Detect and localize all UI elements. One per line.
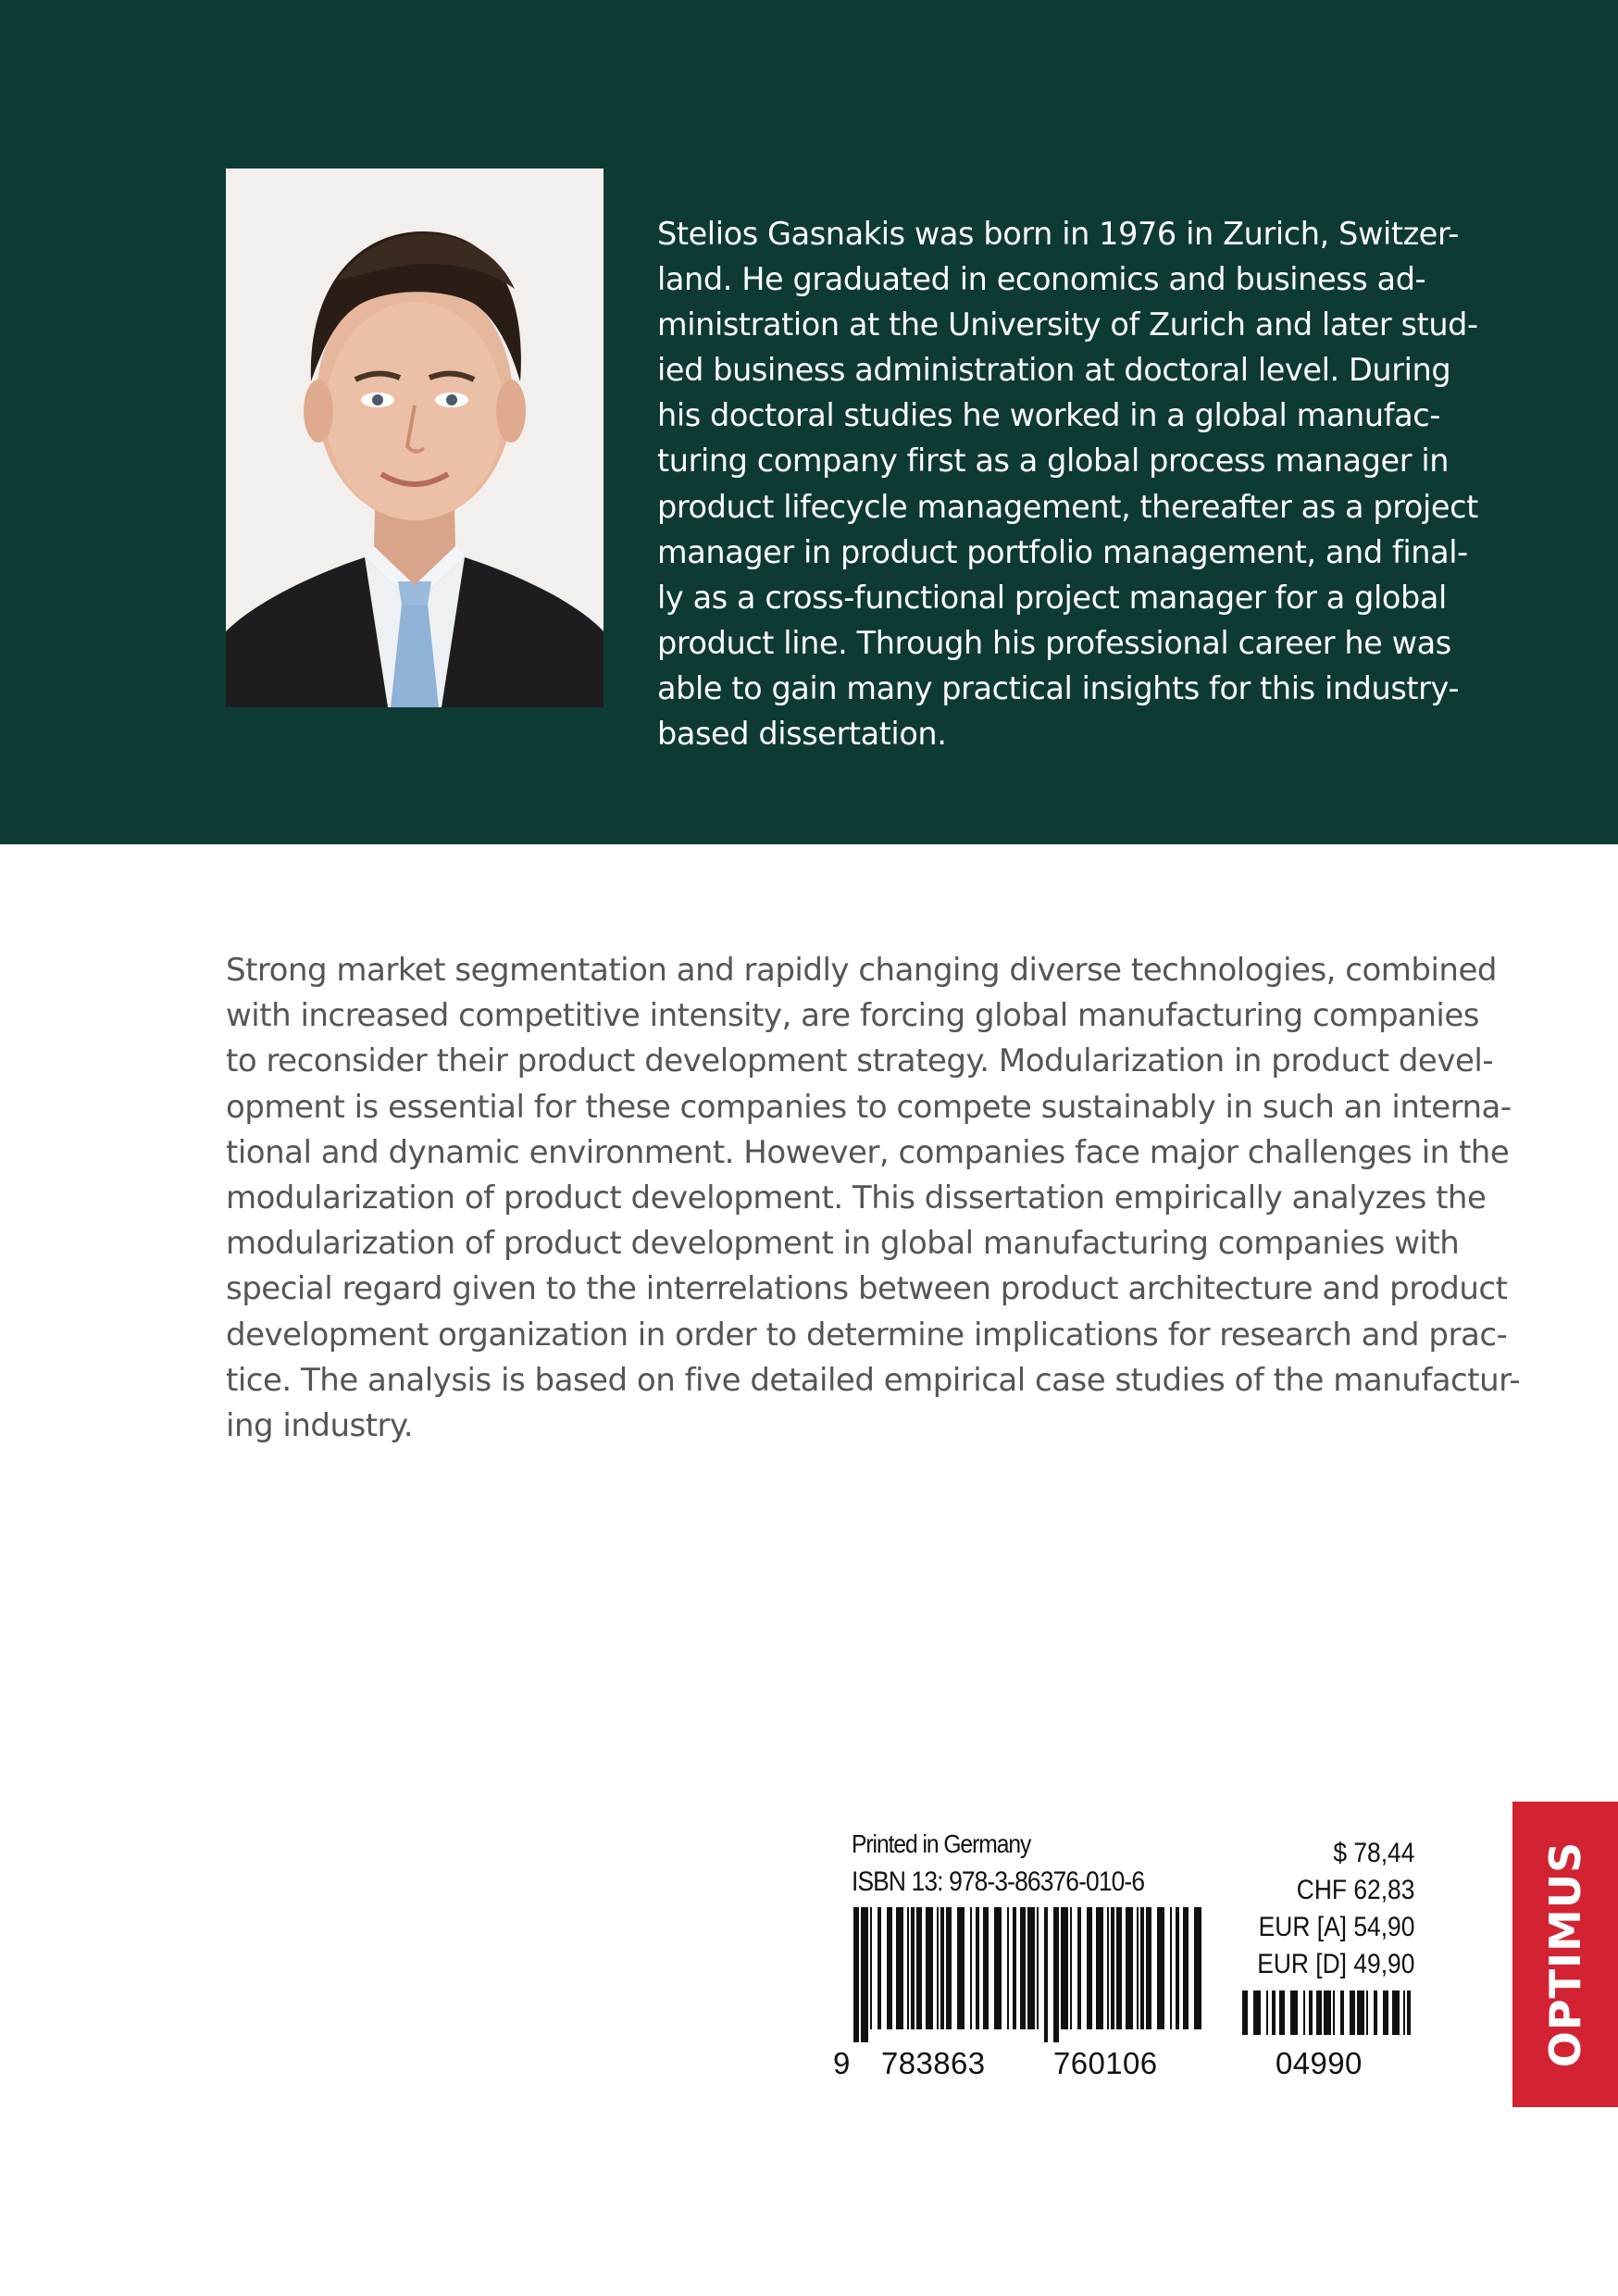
barcode-bar <box>1061 1907 1068 2029</box>
printed-in-label: Printed in Germany <box>852 1829 1031 1858</box>
barcode-bar <box>1107 1907 1109 2029</box>
author-photo <box>226 168 604 707</box>
barcode-bar <box>926 1907 933 2029</box>
barcode-bar <box>1316 1990 1322 2035</box>
barcode-bar <box>1044 1907 1048 2042</box>
bio-line: manager in product portfolio management, and final- <box>657 533 1468 570</box>
barcode-bar <box>1366 1990 1368 2035</box>
bio-line: ministration at the University of Zurich and later stud- <box>657 306 1478 343</box>
barcode-bar <box>1170 1907 1172 2029</box>
barcode-bar <box>940 1907 944 2029</box>
barcode-bar <box>1253 1990 1261 2035</box>
barcode-bar <box>1140 1907 1144 2029</box>
barcode-bar <box>1374 1990 1377 2035</box>
barcode-digits-left: 783863 <box>881 2046 986 2080</box>
barcode-bar <box>1279 1990 1285 2035</box>
barcode-bar <box>877 1907 881 2029</box>
barcode-bar <box>1266 1990 1268 2035</box>
barcode-bar <box>1157 1907 1164 2029</box>
price-usd: $ 78,44 <box>1332 1838 1414 1868</box>
bio-line: based dissertation. <box>657 716 947 753</box>
barcode-digits-right: 760106 <box>1053 2046 1158 2080</box>
price-code: 04990 <box>1276 2046 1363 2080</box>
barcode-bar <box>1183 1907 1189 2029</box>
barcode-digit-first: 9 <box>833 2046 851 2080</box>
barcode-bar <box>887 1907 892 2029</box>
bio-line: Stelios Gasnakis was born in 1976 in Zurich, Switzer- <box>657 216 1459 252</box>
barcode-bar <box>1272 1990 1276 2035</box>
publisher-logo: OPTIMUS <box>1540 1841 1590 2068</box>
blurb-line: tice. The analysis is based on five detailed empirical case studies of the manufactur- <box>226 1361 1521 1399</box>
barcode-bar <box>1383 1990 1388 2035</box>
barcode-bar <box>1126 1907 1133 2029</box>
barcode-bar <box>946 1907 952 2029</box>
blurb-line: development organization in order to determine implications for research and prac- <box>226 1316 1508 1354</box>
blurb-line: modularization of product development. This dissertation empirically analyzes the <box>226 1179 1487 1217</box>
bio-line: able to gain many practical insights for this industry- <box>657 669 1460 706</box>
barcode-bar <box>1037 1907 1039 2029</box>
blurb-line: to reconsider their product development strategy. Modularization in product devel- <box>226 1042 1494 1080</box>
isbn-barcode <box>852 1907 1207 2042</box>
barcode-bar <box>911 1907 915 2029</box>
price-eur-d: EUR [D] 49,90 <box>1256 1949 1414 1979</box>
blurb-line: modularization of product development in global manufacturing companies with <box>226 1225 1460 1263</box>
barcode-bar <box>1403 1990 1405 2035</box>
barcode-bar <box>976 1907 979 2029</box>
bio-line: ly as a cross-functional project manager for a global <box>657 579 1447 616</box>
barcode-bar <box>994 1907 1002 2029</box>
barcode-bar <box>1340 1990 1344 2035</box>
barcode-bar <box>907 1907 909 2029</box>
barcode-bar <box>970 1907 972 2029</box>
price-eur-a: EUR [A] 54,90 <box>1258 1912 1414 1942</box>
blurb-line: with increased competitive intensity, are forcing global manufacturing companies <box>226 997 1479 1035</box>
barcode-bar <box>1303 1990 1305 2035</box>
barcode-bar <box>1116 1907 1122 2029</box>
barcode-bar <box>1176 1907 1179 2029</box>
barcode-bar <box>1096 1907 1103 2029</box>
barcode-bar <box>1007 1907 1009 2029</box>
barcode-bar <box>1053 1907 1059 2042</box>
barcode-bar <box>1357 1990 1364 2035</box>
price-barcode <box>1240 1990 1416 2048</box>
barcode-bar <box>1242 1990 1248 2035</box>
author-bio <box>657 211 1478 756</box>
blurb-line: tional and dynamic environment. However, companies face major challenges in the <box>226 1133 1510 1171</box>
blurb-line: special regard given to the interrelations between product architecture and product <box>226 1270 1508 1308</box>
barcode-bar <box>957 1907 965 2029</box>
bio-line: ied business administration at doctoral level. During <box>657 352 1451 389</box>
barcode-bar <box>1146 1907 1151 2029</box>
bio-line: product line. Through his professional career he was <box>657 624 1451 661</box>
barcode-bar <box>1407 1990 1411 2035</box>
barcode-bar <box>861 1907 868 2042</box>
barcode-bar <box>1087 1907 1092 2029</box>
blurb-line: ing industry. <box>226 1407 414 1445</box>
barcode-bar <box>1111 1907 1114 2029</box>
barcode-bar <box>1020 1907 1026 2029</box>
barcode-bar <box>1027 1907 1035 2029</box>
barcode-bar <box>1013 1907 1016 2029</box>
barcode-bar <box>1077 1907 1081 2029</box>
barcode-bar <box>1290 1990 1298 2035</box>
barcode-bar <box>937 1907 939 2029</box>
publisher-tab <box>1512 1802 1618 2107</box>
barcode-bar <box>870 1907 872 2029</box>
barcode-bar <box>1350 1990 1355 2035</box>
barcode-bar <box>983 1907 989 2029</box>
blurb-line: Strong market segmentation and rapidly changing diverse technologies, combined <box>226 952 1497 989</box>
blurb-line: opment is essential for these companies to compete sustainably in such an interna- <box>226 1088 1512 1126</box>
bio-line: turing company first as a global process manager in <box>657 443 1450 480</box>
price-chf: CHF 62,83 <box>1296 1875 1414 1905</box>
book-blurb <box>226 948 1521 1449</box>
author-panel <box>0 0 1618 844</box>
barcode-bar <box>1194 1907 1201 2029</box>
barcode-bar <box>896 1907 903 2029</box>
bio-line: land. He graduated in economics and business ad- <box>657 261 1426 298</box>
price-list <box>1257 1835 1414 1983</box>
barcode-bar <box>1137 1907 1139 2029</box>
barcode-bar <box>853 1907 859 2042</box>
barcode-bar <box>1324 1990 1331 2035</box>
bio-line: product lifecycle management, thereafter as a project <box>657 488 1478 525</box>
bio-line: his doctoral studies he worked in a global manufac- <box>657 397 1440 434</box>
barcode-bar <box>1070 1907 1072 2029</box>
isbn-label: ISBN 13: 978-3-86376-010-6 <box>852 1866 1145 1897</box>
barcode-bar <box>1333 1990 1335 2035</box>
barcode-bar <box>1309 1990 1313 2035</box>
barcode-block <box>833 1829 1425 2098</box>
barcode-bar <box>1392 1990 1400 2035</box>
barcode-bar <box>916 1907 922 2029</box>
